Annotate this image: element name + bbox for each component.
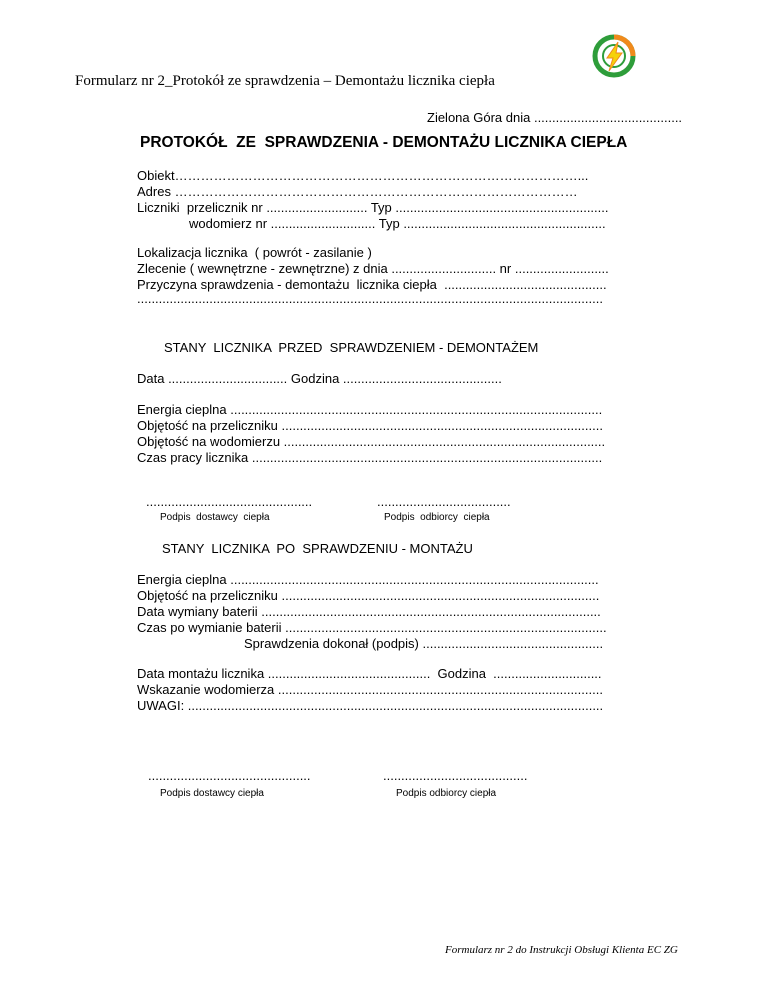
before-objetosc-wodomierz-field[interactable]: Objętość na wodomierzu .........................................................................................	[137, 434, 606, 449]
before-sig-right-line[interactable]: .....................................	[377, 494, 511, 509]
lokalizacja-field: Lokalizacja licznika ( powrót - zasilanie )	[137, 245, 372, 260]
before-sig-right-label: Podpis odbiorcy ciepła	[384, 512, 490, 523]
footer-note: Formularz nr 2 do Instrukcji Obsługi Klienta EC ZG	[445, 944, 678, 956]
after-sig-left-line[interactable]: .............................................	[148, 768, 311, 783]
after-sig-right-label: Podpis odbiorcy ciepła	[396, 788, 497, 799]
after-sig-right-line[interactable]: ........................................	[383, 768, 528, 783]
zlecenie-field[interactable]: Zlecenie ( wewnętrzne - zewnętrzne) z dnia ............................. nr ..........................	[137, 261, 609, 276]
before-energia-field[interactable]: Energia cieplna .......................................................................................................	[137, 402, 603, 417]
after-czas-po-wymianie-field[interactable]: Czas po wymianie baterii .........................................................................................	[137, 620, 607, 635]
before-heading: STANY LICZNIKA PRZED SPRAWDZENIEM - DEMONTAŻEM	[164, 340, 539, 355]
before-data-godzina-field[interactable]: Data ................................. Godzina ............................................	[137, 371, 502, 386]
przyczyna-continuation-line[interactable]: .................................................................................................................................	[137, 291, 603, 306]
adres-field[interactable]: Adres …………………………………………………………………………………	[137, 184, 578, 199]
place-date-line[interactable]: Zielona Góra dnia .........................................	[427, 110, 683, 125]
przyczyna-field[interactable]: Przyczyna sprawdzenia - demontażu licznika ciepła .............................................	[137, 277, 607, 292]
after-heading: STANY LICZNIKA PO SPRAWDZENIU - MONTAŻU	[162, 541, 473, 556]
wskazanie-wodomierza-field[interactable]: Wskazanie wodomierza ..........................................................................................	[137, 682, 603, 697]
document-title: PROTOKÓŁ ZE SPRAWDZENIA - DEMONTAŻU LICZNIKA CIEPŁA	[140, 134, 628, 151]
after-data-wymiany-field[interactable]: Data wymiany baterii ..............................................................................................	[137, 604, 601, 619]
before-sig-left-label: Podpis dostawcy ciepła	[160, 512, 270, 523]
before-czas-pracy-field[interactable]: Czas pracy licznika .................................................................................................	[137, 450, 603, 465]
wodomierz-field[interactable]: wodomierz nr ............................. Typ ........................................................	[189, 216, 606, 231]
after-objetosc-przelicznik-field[interactable]: Objętość na przeliczniku ........................................................................................	[137, 588, 600, 603]
uwagi-field[interactable]: UWAGI: ...................................................................................................................	[137, 698, 604, 713]
liczniki-przelicznik-field[interactable]: Liczniki przelicznik nr ............................ Typ ...........................................................	[137, 200, 609, 215]
after-energia-field[interactable]: Energia cieplna ......................................................................................................	[137, 572, 599, 587]
before-sig-left-line[interactable]: ..............................................	[146, 494, 313, 509]
sprawdzenia-dokonal-field[interactable]: Sprawdzenia dokonał (podpis) ..................................................	[244, 636, 604, 651]
form-title: Formularz nr 2_Protokół ze sprawdzenia – Demontażu licznika ciepła	[75, 73, 495, 89]
ec-zg-logo-icon	[592, 34, 636, 78]
before-objetosc-przelicznik-field[interactable]: Objętość na przeliczniku .........................................................................................	[137, 418, 603, 433]
after-sig-left-label: Podpis dostawcy ciepła	[160, 788, 264, 799]
data-montazu-field[interactable]: Data montażu licznika ............................................. Godzina ..............................	[137, 666, 602, 681]
obiekt-field[interactable]: Obiekt…………………………………………………………………………………...	[137, 168, 589, 183]
